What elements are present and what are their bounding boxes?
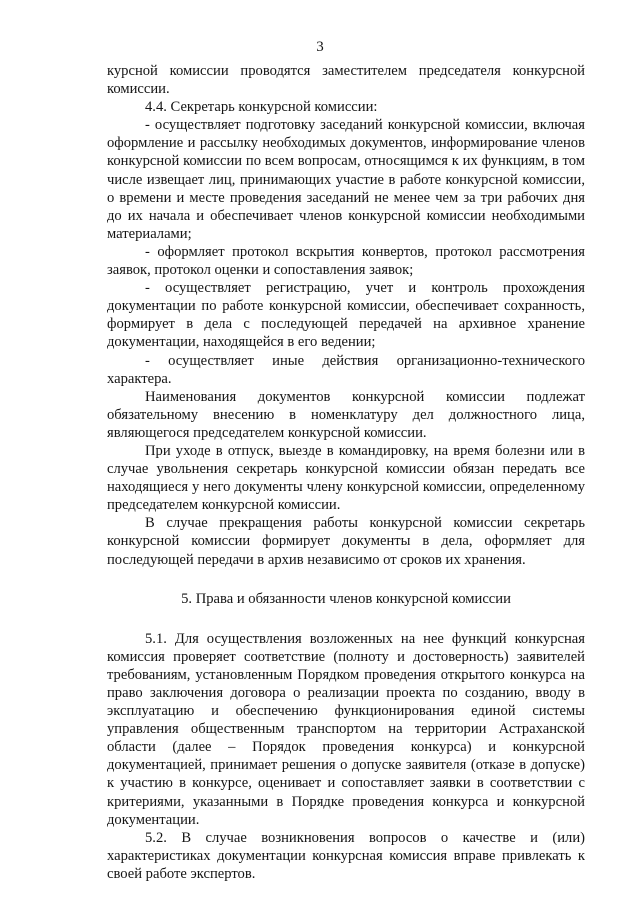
- paragraph-5-1: 5.1. Для осуществления возложенных на нее функций конкурсная комиссия проверяет соответствие (полноту и достоверность) заявителей требованиям, установленным Порядком проведения открытого конкурса на право заключения договора о реализации проекта по созданию, вводу в эксплуатацию и обеспечению функционирования единой системы управления общественным транспортом на территории Астраханской области (далее – Порядок проведения конкурса) и конкурсной документацией, принимает решения о допуске заявителя (отказе в допуске) к участию в конкурсе, оценивает и сопоставляет заявки в соответствии с критериями, указанными в Порядке проведения конкурса и конкурсной документации.: [107, 630, 585, 828]
- paragraph-secretary-duty-3: - осуществляет регистрацию, учет и контроль прохождения документации по работе конкурсной комиссии, обеспечивает сохранность, формирует в дела с последующей передачей на архивное хранение документации, находящейся в его ведении;: [107, 280, 585, 351]
- paragraph-5-2: 5.2. В случае возникновения вопросов о качестве и (или) характеристиках документации конкурсная комиссия вправе привлекать к своей работе экспертов.: [107, 829, 585, 882]
- paragraph-vacation: При уходе в отпуск, выезде в командировку, на время болезни или в случае увольнения секретарь конкурсной комиссии обязан передать все находящиеся у него документы члену конкурсной комиссии, определенному председателем конкурсной комиссии.: [107, 442, 585, 514]
- paragraph-termination: В случае прекращения работы конкурсной комиссии секретарь конкурсной комиссии формирует документы в дела, оформляет для последующей передачи в архив независимо от сроков их хранения.: [107, 515, 585, 568]
- paragraph-secretary-duty-2: - оформляет протокол вскрытия конвертов, протокол рассмотрения заявок, протокол оценки и сопоставления заявок;: [107, 243, 585, 279]
- paragraph-continuation: курсной комиссии проводятся заместителем председателя конкурсной комиссии.: [107, 63, 585, 98]
- paragraph-secretary-duty-4: - осуществляет иные действия организационно-технического характера.: [107, 352, 585, 387]
- paragraph-document-names: Наименования документов конкурсной комиссии подлежат обязательному внесению в номенклатуру дел должностного лица, являющегося председателем конкурсной комиссии.: [107, 388, 585, 441]
- document-body: [107, 62, 585, 883]
- paragraph-4-4-heading: 4.4. Секретарь конкурсной комиссии:: [145, 99, 378, 116]
- page-number: 3: [316, 39, 324, 55]
- section-5-heading: 5. Права и обязанности членов конкурсной комиссии: [181, 590, 511, 607]
- paragraph-secretary-duty-1: - осуществляет подготовку заседаний конкурсной комиссии, включая оформление и рассылку необходимых документов, информирование членов конкурсной комиссии по всем вопросам, относящимся к их функциям, в том числе извещает лиц, принимающих участие в работе конкурсной комиссии, о времени и месте проведения заседаний не менее чем за три рабочих дня до их начала и обеспечивает членов конкурсной комиссии необходимыми материалами;: [107, 117, 585, 242]
